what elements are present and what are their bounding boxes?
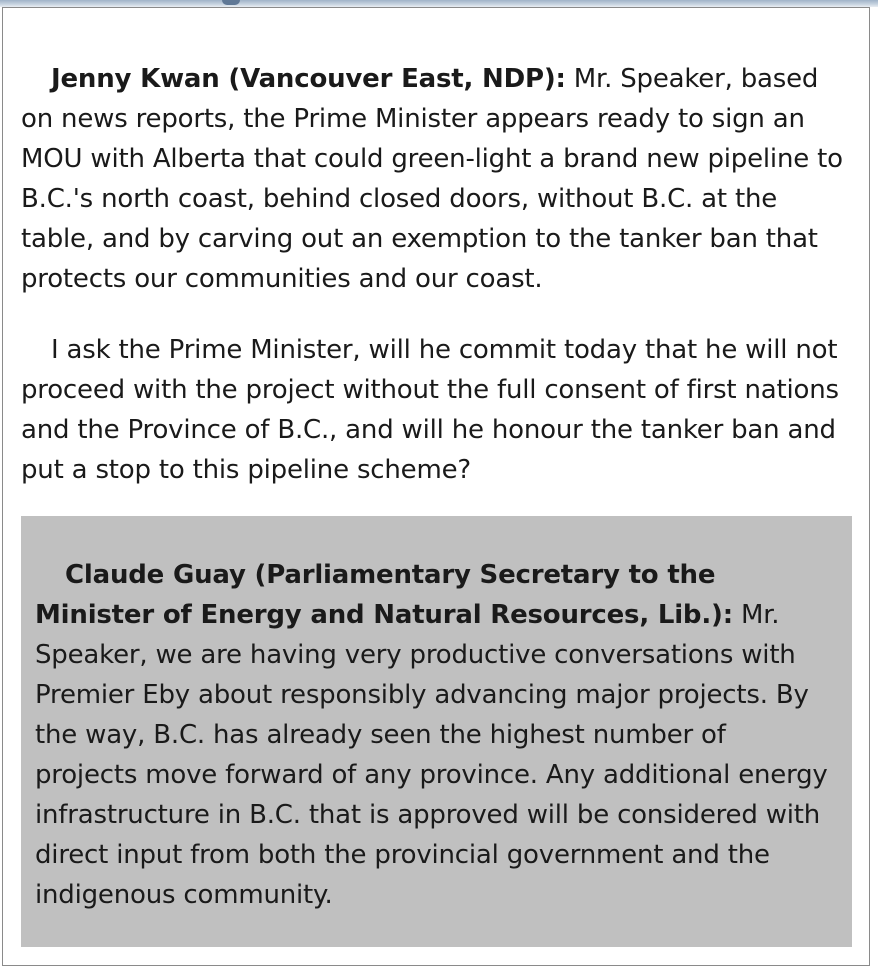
window-edge-mark [222, 0, 240, 5]
answer-text: Mr. Speaker, we are having very productive conversations with Premier Eby about responsibly advancing major projects. By the way, B.C. has already seen the highest number of projects move forward of any province. Any additional energy infrastructure in B.C. that is approved will be considered with direct input from both the provincial government and the indigenous community. [35, 600, 828, 910]
answer-highlight-box [21, 516, 852, 947]
answer-paragraph [35, 555, 835, 915]
question-paragraph-1 [21, 59, 851, 299]
question-text-1: Mr. Speaker, based on news reports, the Prime Minister appears ready to sign an MOU with Alberta that could green-light a brand new pipeline to B.C.'s north coast, behind closed doors, without B.C. at the table, and by carving out an exemption to the tanker ban that protects our communities and our coast. [21, 64, 843, 294]
answer-speaker: Claude Guay (Parliamentary Secretary to the Minister of Energy and Natural Resources, Lib.): [35, 560, 733, 630]
question-paragraph-2: I ask the Prime Minister, will he commit today that he will not proceed with the project without the full consent of first nations and the Province of B.C., and will he honour the tanker ban and put a stop to this pipeline scheme? [21, 335, 839, 485]
question-speaker: Jenny Kwan (Vancouver East, NDP): [51, 64, 566, 94]
window-top-strip [0, 0, 878, 7]
